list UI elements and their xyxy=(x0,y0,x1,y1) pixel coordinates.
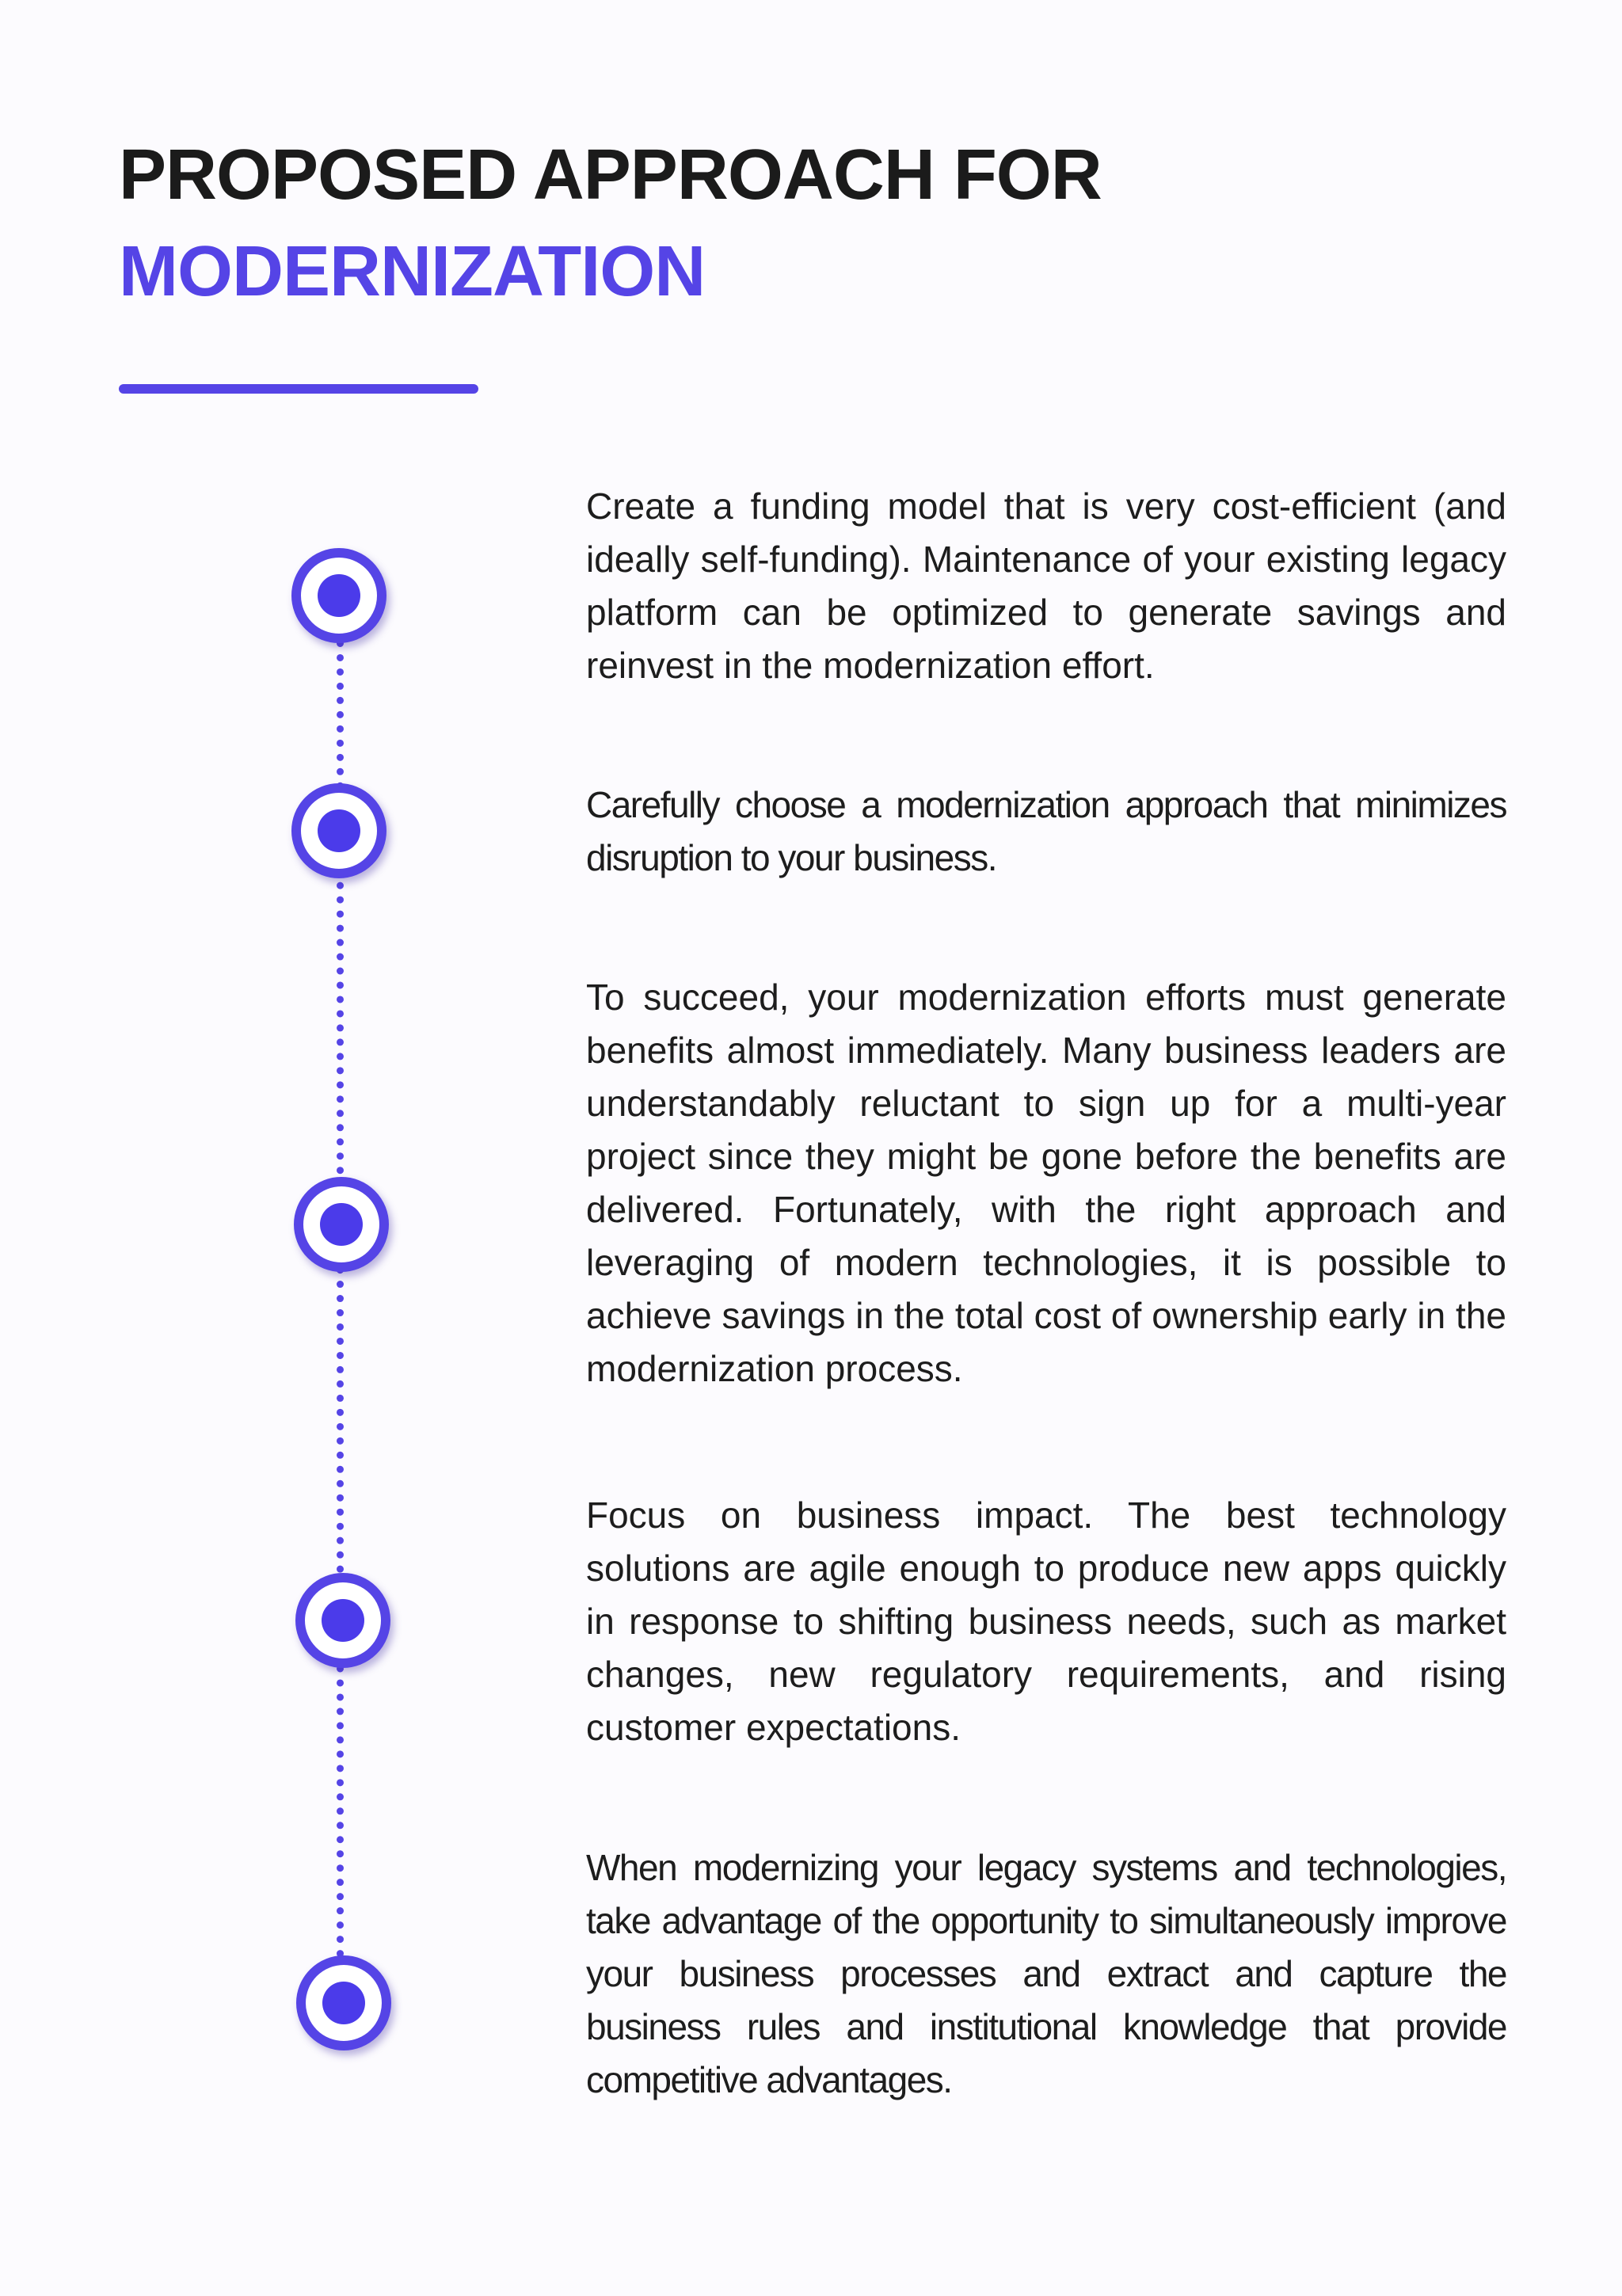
title-underline xyxy=(119,384,478,394)
page-title-line-2: MODERNIZATION xyxy=(119,232,706,311)
timeline-marker-dot xyxy=(322,1982,365,2024)
step-1-text: Create a funding model that is very cost-efficient (and ideally self-funding). Maintenance of your existing legacy platform can be optimized to generate savings and reinvest in the modernization effort. xyxy=(586,485,1506,686)
step-4-text: Focus on business impact. The best technology solutions are agile enough to produce new apps quickly in response to shifting business needs, such as market changes, new regulatory requirements, and rising customer expectations. xyxy=(586,1494,1506,1748)
page-title-line-1: PROPOSED APPROACH FOR xyxy=(119,135,1102,215)
timeline-marker-dot xyxy=(318,809,360,852)
timeline-marker-dot xyxy=(322,1599,364,1642)
timeline-marker-3 xyxy=(294,1177,389,1272)
timeline-marker-dot xyxy=(320,1203,363,1246)
step-2-text: Carefully choose a modernization approach that minimizes disruption to your business. xyxy=(586,784,1506,878)
timeline-marker-1 xyxy=(291,548,386,643)
step-3-text: To succeed, your modernization efforts must generate benefits almost immediately. Many business leaders are understandably reluctant to sign up for a multi-year project since they might be gone before the benefits are delivered. Fortunately, with the right approach and leveraging of modern technologies, it is possible to achieve savings in the total cost of ownership early in the modernization process. xyxy=(586,977,1506,1389)
page-title xyxy=(119,127,1102,320)
timeline-marker-4 xyxy=(295,1573,390,1668)
timeline-marker-dot xyxy=(318,574,360,617)
step-5-text: When modernizing your legacy systems and technologies, take advantage of the opportunity to simultaneously improve your business processes and extract and capture the business rules and institutional knowledge that provide competitive advantages. xyxy=(586,1847,1506,2100)
timeline-marker-2 xyxy=(291,783,386,878)
timeline-marker-5 xyxy=(296,1955,391,2050)
